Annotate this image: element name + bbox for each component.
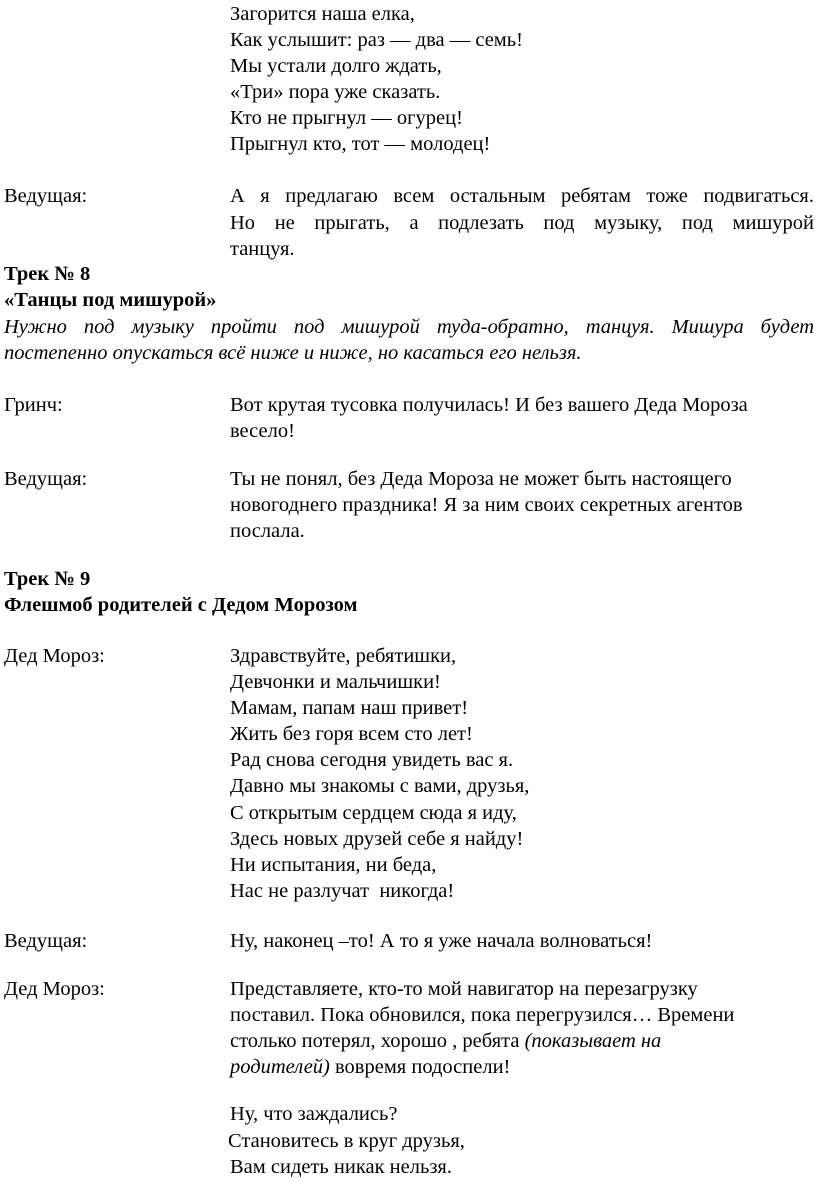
verse-line: Мы устали долго ждать, [230, 55, 442, 78]
speaker-santa: Дед Мороз: [4, 978, 105, 1000]
santa-verse [230, 643, 816, 904]
speaker-santa: Дед Мороз: [4, 645, 105, 667]
santa-line: Представляете, кто-то мой навигатор на перезагрузку [230, 978, 698, 1000]
verse-line: Ни испытания, ни беда, [230, 853, 437, 876]
verse-line: Прыгнул кто, тот — молодец! [230, 133, 491, 156]
verse-top [230, 1, 816, 158]
santa-line [230, 1054, 510, 1080]
host-line: А я предлагаю всем остальным ребятам тоже подвигаться. [230, 185, 814, 207]
verse-line: Ну, что заждались? [230, 1103, 398, 1125]
stage-direction: (показывает на [524, 1030, 662, 1052]
speaker-host: Ведущая: [4, 185, 88, 207]
santa-line [230, 1028, 661, 1054]
track-title: «Танцы под мишурой» [4, 289, 217, 311]
host-line: Ты не понял, без Деда Мороза не может быть настоящего [230, 468, 732, 490]
verse-line: С открытым сердцем сюда я иду, [230, 801, 517, 824]
verse-line: Как услышит: раз — два — семь! [230, 29, 523, 52]
stage-note: постепенно опускаться всё ниже и ниже, но касаться его нельзя. [4, 342, 582, 364]
speaker-grinch: Гринч: [4, 394, 63, 416]
verse-line: Нас не разлучат никогда! [230, 879, 455, 902]
verse-line: Рад снова сегодня увидеть вас я. [230, 749, 514, 772]
verse-line: Давно мы знакомы с вами, друзья, [230, 775, 530, 798]
verse-line: Здравствуйте, ребятишки, [230, 645, 457, 667]
verse-line: Загорится наша елка, [230, 3, 415, 25]
stage-note: Нужно под музыку пройти под мишурой туда-обратно, танцуя. Мишура будет [4, 316, 814, 338]
verse-line: Здесь новых друзей себе я найду! [230, 827, 524, 850]
host-line: танцуя. [230, 238, 295, 260]
verse-line: Вам сидеть никак нельзя. [230, 1156, 452, 1178]
verse-line: Кто не прыгнул — огурец! [230, 107, 463, 130]
host-line: послала. [230, 520, 305, 542]
verse-line: «Три» пора уже сказать. [230, 81, 441, 104]
track-title: Флешмоб родителей с Дедом Морозом [4, 594, 358, 616]
host-line: Ну, наконец –то! А то я уже начала волноваться! [230, 930, 653, 952]
speaker-host: Ведущая: [4, 930, 88, 952]
grinch-line: весело! [230, 420, 295, 442]
santa-line: поставил. Пока обновился, пока перегрузился… Времени [230, 1004, 735, 1026]
track-number: Трек № 9 [4, 568, 91, 590]
verse-line: Жить без горя всем сто лет! [230, 723, 473, 746]
verse-line: Становитесь в круг друзья, [228, 1130, 465, 1152]
verse-line: Мамам, папам наш привет! [230, 697, 469, 720]
stage-direction: родителей) [230, 1056, 330, 1078]
verse-line: Девчонки и мальчишки! [230, 671, 441, 694]
speaker-host: Ведущая: [4, 468, 88, 490]
grinch-line: Вот крутая тусовка получилась! И без вашего Деда Мороза [230, 394, 748, 416]
santa-text: столько потерял, хорошо , ребята [230, 1030, 525, 1052]
host-line: новогоднего праздника! Я за ним своих секретных агентов [230, 494, 743, 516]
track-number: Трек № 8 [4, 263, 91, 285]
santa-text: вовремя подоспели! [329, 1056, 511, 1078]
host-line: Но не прыгать, а подлезать под музыку, под мишурой [230, 212, 814, 234]
